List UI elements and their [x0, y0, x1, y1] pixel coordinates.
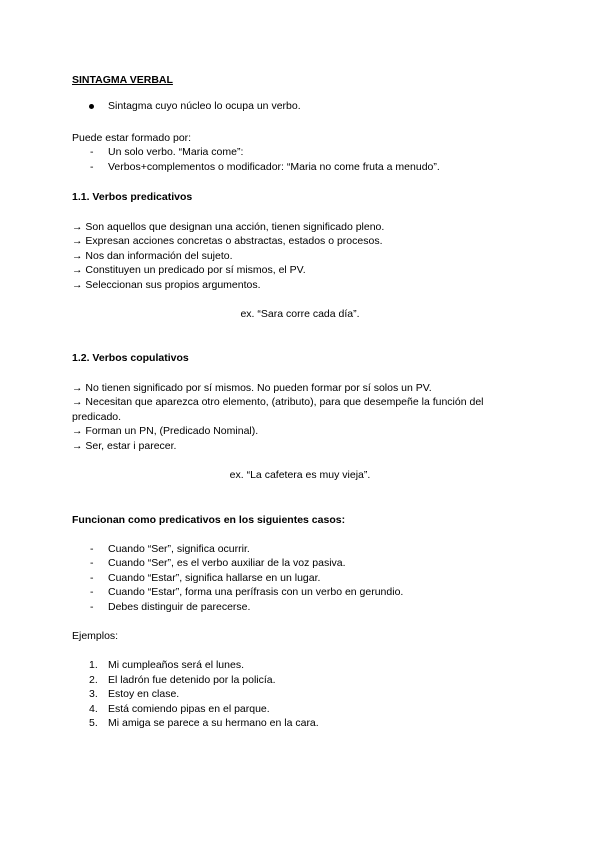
ejemplos-item: Mi cumpleaños será el lunes.: [108, 659, 244, 671]
ejemplos-heading: Ejemplos:: [72, 630, 119, 642]
predicativos-line: → Expresan acciones concretas o abstractas, estados o procesos.: [72, 235, 383, 247]
formado-lead: Puede estar formado por:: [72, 132, 192, 144]
dash-marker: -: [90, 146, 94, 158]
casos-item: Cuando “Estar”, forma una perífrasis con un verbo en gerundio.: [108, 586, 404, 598]
formado-item: Verbos+complementos o modificador: “Maria no come fruta a menudo”.: [108, 161, 440, 173]
casos-item: Debes distinguir de parecerse.: [108, 601, 251, 613]
dash-marker: -: [90, 572, 94, 584]
copulativos-example: ex. “La cafetera es muy vieja”.: [229, 469, 371, 481]
dash-marker: -: [90, 557, 94, 569]
dash-marker: -: [90, 543, 94, 555]
copulativos-line: → Ser, estar i parecer.: [72, 440, 177, 452]
casos-item: Cuando “Ser”, es el verbo auxiliar de la voz pasiva.: [108, 557, 346, 569]
copulativos-line: predicado.: [72, 411, 122, 423]
predicativos-line: → Constituyen un predicado por sí mismos, el PV.: [72, 264, 306, 276]
predicativos-line: → Seleccionan sus propios argumentos.: [72, 279, 261, 291]
list-number: 1.: [89, 659, 98, 671]
list-number: 5.: [89, 717, 98, 729]
casos-item: Cuando “Estar”, significa hallarse en un lugar.: [108, 572, 321, 584]
ejemplos-item: El ladrón fue detenido por la policía.: [108, 674, 276, 686]
section-heading-predicativos: 1.1. Verbos predicativos: [72, 191, 193, 203]
ejemplos-item: Mi amiga se parece a su hermano en la cara.: [108, 717, 319, 729]
section-heading-copulativos: 1.2. Verbos copulativos: [72, 352, 189, 364]
list-number: 2.: [89, 674, 98, 686]
page-title: SINTAGMA VERBAL: [72, 74, 173, 86]
copulativos-line: → Forman un PN, (Predicado Nominal).: [72, 425, 259, 437]
dash-marker: -: [90, 586, 94, 598]
ejemplos-item: Estoy en clase.: [108, 688, 180, 700]
section-heading-casos: Funcionan como predicativos en los siguientes casos:: [72, 514, 346, 526]
intro-bullet: Sintagma cuyo núcleo lo ocupa un verbo.: [108, 100, 301, 112]
predicativos-line: → Son aquellos que designan una acción, tienen significado pleno.: [72, 221, 385, 233]
copulativos-line: → Necesitan que aparezca otro elemento, (atributo), para que desempeñe la función del: [72, 396, 484, 408]
copulativos-line: → No tienen significado por sí mismos. No pueden formar por sí solos un PV.: [72, 382, 432, 394]
formado-item: Un solo verbo. “Maria come”:: [108, 146, 244, 158]
predicativos-example: ex. “Sara corre cada día”.: [240, 308, 360, 320]
casos-item: Cuando “Ser”, significa ocurrir.: [108, 543, 250, 555]
list-number: 3.: [89, 688, 98, 700]
list-number: 4.: [89, 703, 98, 715]
dash-marker: -: [90, 161, 94, 173]
dash-marker: -: [90, 601, 94, 613]
bullet-dot-icon: [89, 104, 94, 109]
predicativos-line: → Nos dan información del sujeto.: [72, 250, 233, 262]
ejemplos-item: Está comiendo pipas en el parque.: [108, 703, 270, 715]
